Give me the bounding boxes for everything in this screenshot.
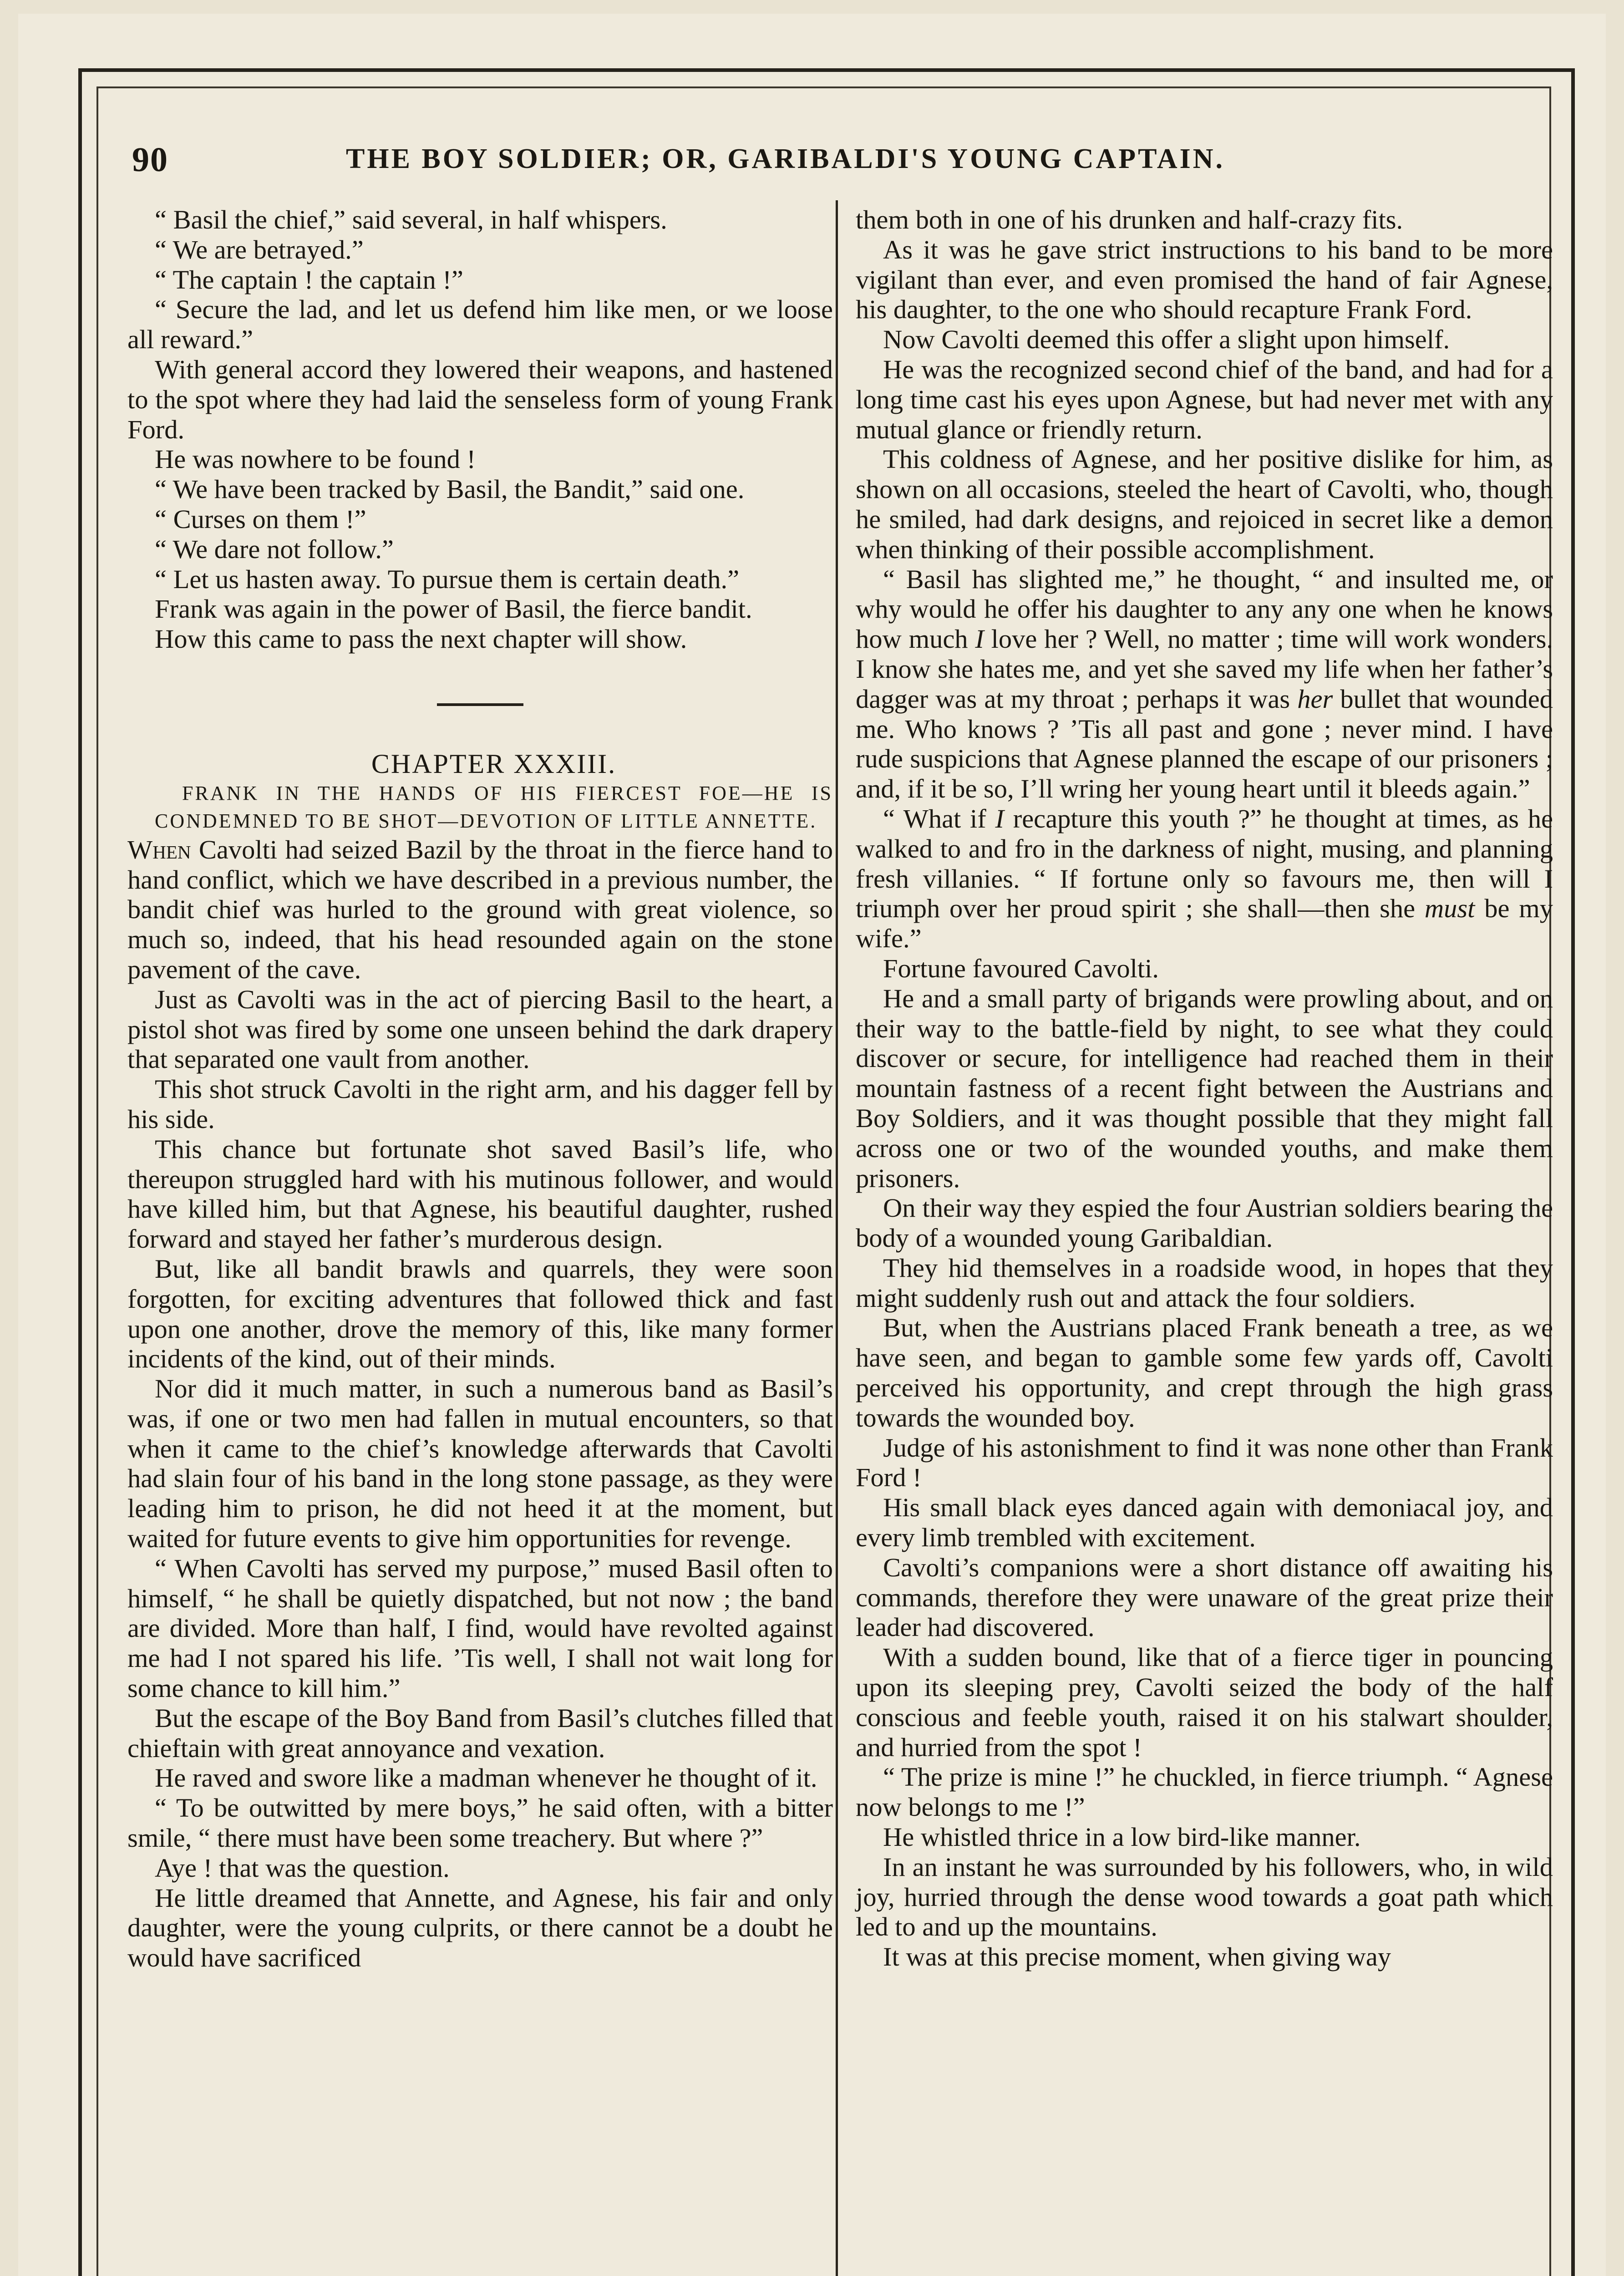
paragraph: He little dreamed that Annette, and Agnese, his fair and only daughter, were the young culprits, or there cannot be a doubt he would have sacrificed xyxy=(127,1883,833,1973)
paragraph: His small black eyes danced again with demoniacal joy, and every limb trembled with excitement. xyxy=(856,1493,1553,1553)
text-run: “ What if xyxy=(883,803,995,833)
paragraph: “ Basil the chief,” said several, in half whispers. xyxy=(155,205,667,234)
left-column xyxy=(127,205,833,1973)
paragraph: “ We dare not follow.” xyxy=(155,534,394,564)
text-run: “ Basil has slighted me,” he thought, “ and insulted me, or why would he offer his daughter to any any one when he knows how much xyxy=(856,564,1553,654)
paragraph xyxy=(856,564,1553,804)
paragraph: Just as Cavolti was in the act of piercing Basil to the heart, a pistol shot was fired by some one unseen behind the dark drapery that separated one vault from another. xyxy=(127,984,833,1074)
continued-paragraph: them both in one of his drunken and half-crazy fits. xyxy=(856,205,1403,234)
paragraph: Now Cavolti deemed this offer a slight upon himself. xyxy=(883,325,1450,355)
opening-word: When xyxy=(127,834,191,864)
paragraph: How this came to pass the next chapter will show. xyxy=(155,624,687,654)
italic-run: must xyxy=(1424,894,1475,924)
paragraph: He whistled thrice in a low bird-like manner. xyxy=(883,1822,1361,1852)
paragraph: Judge of his astonishment to find it was none other than Frank Ford ! xyxy=(856,1433,1553,1493)
paragraph: “ We have been tracked by Basil, the Bandit,” said one. xyxy=(155,474,745,504)
chapter-heading: CHAPTER XXXIII. xyxy=(371,748,617,779)
page-header xyxy=(123,137,1434,196)
paragraph: “ Secure the lad, and let us defend him like men, or we loose all reward.” xyxy=(127,295,833,355)
paragraph xyxy=(856,804,1553,954)
paragraph: Aye ! that was the question. xyxy=(155,1853,450,1883)
italic-run: I xyxy=(995,803,1004,833)
text-run: love her ? Well, no matter ; time will work wonders. I know she hates me, and yet she saved my life when her father’s dagger was at my throat ; perhaps it was xyxy=(856,624,1553,714)
italic-run: her xyxy=(1297,684,1333,714)
paragraph: With general accord they lowered their weapons, and hastened to the spot where they had laid the senseless form of young Frank Ford. xyxy=(127,354,833,444)
paragraph: He and a small party of brigands were prowling about, and on their way to the battle-field by night, to see what they could discover or secure, for intelligence had reached them in their mountain fastness of a recent fight between the Austrians and Boy Soldiers, and it was thought possible that they might fall across one or two of the wounded youths, and make them prisoners. xyxy=(856,983,1553,1193)
paragraph: But the escape of the Boy Band from Basil’s clutches filled that chieftain with great annoyance and vexation. xyxy=(127,1703,833,1763)
text-run: be my wife.” xyxy=(856,894,1553,954)
paragraph: He was nowhere to be found ! xyxy=(155,444,476,474)
paragraph: But, when the Austrians placed Frank beneath a tree, as we have seen, and began to gamble some few yards off, Cavolti perceived his opportunity, and crept through the high grass towards the wounded boy. xyxy=(856,1313,1553,1433)
chapter-summary: FRANK IN THE HANDS OF HIS FIERCEST FOE—HE IS CONDEMNED TO BE SHOT—DEVOTION OF LITTLE ANNETTE. xyxy=(155,782,833,832)
paragraph: In an instant he was surrounded by his followers, who, in wild joy, hurried through the dense wood towards a goat path which led to and up the mountains. xyxy=(856,1852,1553,1942)
right-column xyxy=(856,205,1553,1972)
paragraph: “ We are betrayed.” xyxy=(155,234,364,264)
page-number: 90 xyxy=(132,141,168,179)
paragraph: On their way they espied the four Austrian soldiers bearing the body of a wounded young Garibaldian. xyxy=(856,1193,1553,1253)
paragraph: “ When Cavolti has served my purpose,” mused Basil often to himself, “ he shall be quietly dispatched, but not now ; the band are divided. More than half, I find, would have revolted against me had I not spared his life. ’Tis well, I shall not wait long for some chance to kill him.” xyxy=(127,1553,833,1703)
opening-paragraph xyxy=(127,835,833,985)
paragraph: “ To be outwitted by mere boys,” he said often, with a bitter smile, “ there must have been some treachery. But where ?” xyxy=(127,1793,833,1853)
paragraph: With a sudden bound, like that of a fierce tiger in pouncing upon its sleeping prey, Cavolti seized the body of the half conscious and feeble youth, raised it on his stalwart shoulder, and hurried from the spot ! xyxy=(856,1642,1553,1762)
paragraph: But, like all bandit brawls and quarrels, they were soon forgotten, for exciting adventures that followed thick and fast upon one another, drove the memory of this, like many former incidents of the kind, out of their minds. xyxy=(127,1254,833,1374)
paragraph: “ Curses on them !” xyxy=(155,504,366,534)
opening-text: Cavolti had seized Bazil by the throat in the fierce hand to hand conflict, which we have described in a previous number, the bandit chief was hurled to the ground with great violence, so much so, indeed, that his head resounded again on the stone pavement of the cave. xyxy=(127,834,833,984)
paragraph: Nor did it much matter, in such a numerous band as Basil’s was, if one or two men had fallen in mutual encounters, so that when it came to the chief’s knowledge afterwards that Cavolti had slain four of his band in the long stone passage, as they were leading him to prison, he did not heed it at the moment, but waited for future events to give him opportunities for revenge. xyxy=(127,1374,833,1554)
paragraph: This chance but fortunate shot saved Basil’s life, who thereupon struggled hard with his mutinous follower, and would have killed him, but that Agnese, his beautiful daughter, rushed forward and stayed her father’s murderous design. xyxy=(127,1134,833,1254)
paragraph: “ Let us hasten away. To pursue them is certain death.” xyxy=(155,564,740,594)
paragraph: “ The captain ! the captain !” xyxy=(155,264,463,295)
paragraph: It was at this precise moment, when giving way xyxy=(883,1942,1391,1972)
paragraph: “ The prize is mine !” he chuckled, in fierce triumph. “ Agnese now belongs to me !” xyxy=(856,1762,1553,1822)
section-rule xyxy=(437,703,523,706)
paragraph: As it was he gave strict instructions to his band to be more vigilant than ever, and even promised the hand of fair Agnese, his daughter, to the one who should recapture Frank Ford. xyxy=(856,234,1553,325)
text-run: recapture this youth ?” he thought at times, as he walked to and fro in the darkness of night, musing, and planning fresh villanies. “ If fortune only so favours me, then will I triumph over her proud spirit ; she shall—then she xyxy=(856,803,1553,924)
running-title: THE BOY SOLDIER; OR, GARIBALDI'S YOUNG CAPTAIN. xyxy=(346,143,1225,174)
column-divider xyxy=(836,200,838,2276)
paragraph: This shot struck Cavolti in the right arm, and his dagger fell by his side. xyxy=(127,1074,833,1134)
text-run: bullet that wounded me. Who knows ? ’Tis all past and gone ; never mind. I have rude suspicions that Agnese planned the escape of our prisoners ; and, if it be so, I’ll wring her young heart until it bleeds again.” xyxy=(856,684,1553,804)
paragraph: Frank was again in the power of Basil, the fierce bandit. xyxy=(155,594,752,624)
paragraph: They hid themselves in a roadside wood, in hopes that they might suddenly rush out and attack the four soldiers. xyxy=(856,1253,1553,1313)
paragraph: Fortune favoured Cavolti. xyxy=(883,953,1159,983)
italic-run: I xyxy=(975,624,984,654)
paragraph: He raved and swore like a madman whenever he thought of it. xyxy=(155,1763,817,1793)
paragraph: Cavolti’s companions were a short distance off awaiting his commands, therefore they were unaware of the great prize their leader had discovered. xyxy=(856,1552,1553,1642)
paragraph: He was the recognized second chief of the band, and had for a long time cast his eyes upon Agnese, but had never met with any mutual glance or friendly return. xyxy=(856,354,1553,444)
paragraph: This coldness of Agnese, and her positive dislike for him, as shown on all occasions, steeled the heart of Cavolti, who, though he smiled, had dark designs, and rejoiced in secret like a demon when thinking of their possible accomplishment. xyxy=(856,444,1553,564)
